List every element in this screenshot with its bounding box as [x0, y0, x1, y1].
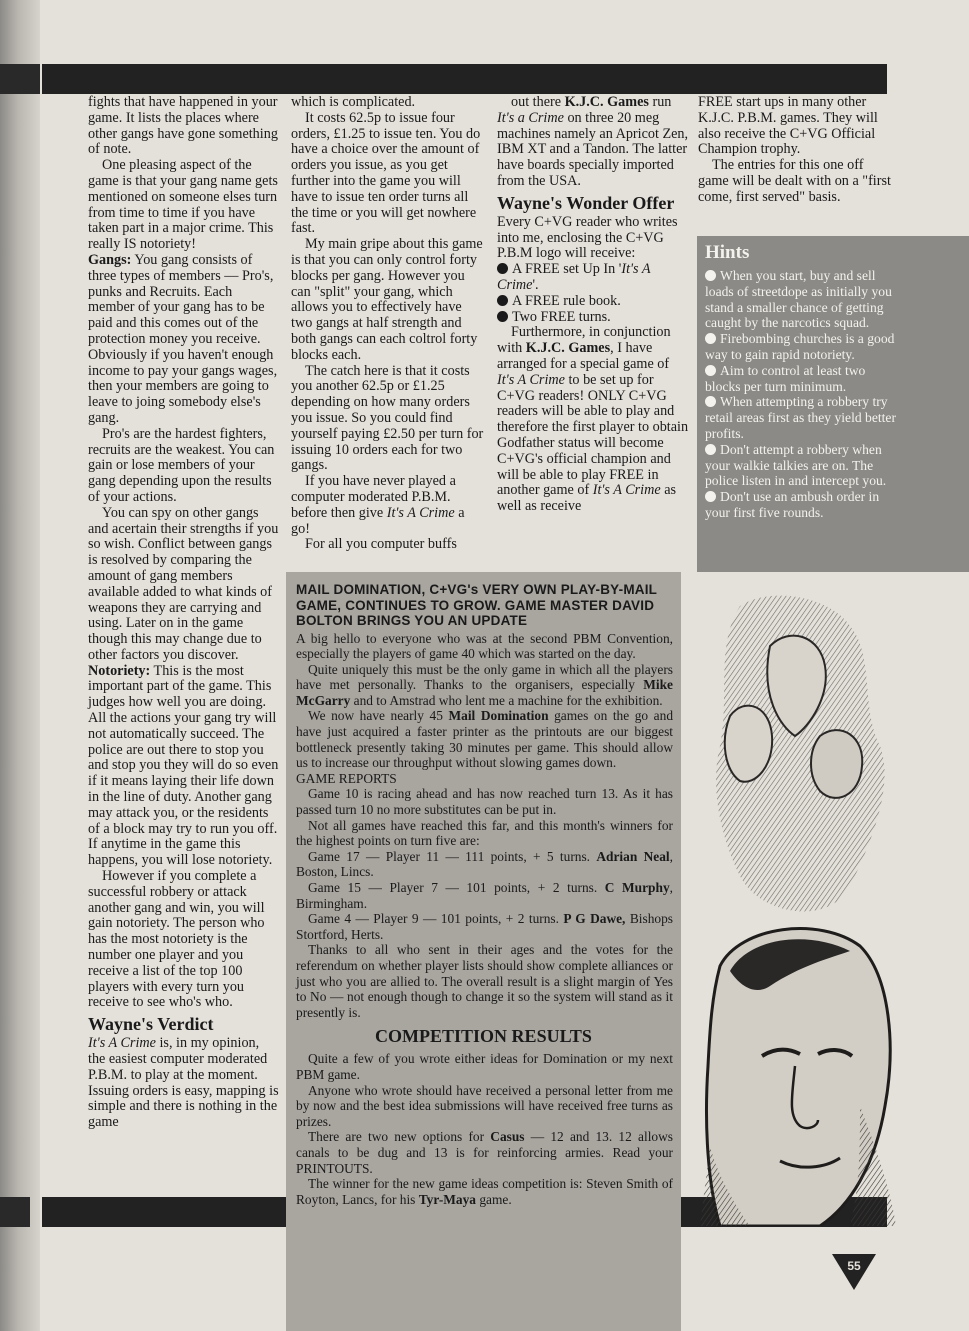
paragraph: A big hello to everyone who was at the second PBM Convention, especially the players of game 40 which was started on the day. [296, 630, 673, 662]
hint-item: Don't attempt a robbery when your walkie talkies are on. The police listen in and intercept you. [705, 441, 887, 489]
paragraph: The entries for this one off game will be dealt with on a "first come, first served" basis. [698, 157, 891, 205]
bullet-icon [705, 333, 716, 344]
hint-item: When attempting a robbery try retail areas first as they yield better profits. [705, 394, 896, 441]
winner-line: Game 15 — Player 7 — 101 points, + 2 turns. C Murphy, Birmingham. [296, 880, 674, 911]
winner-line: Game 4 — Player 9 — 101 points, + 2 turns. P G Dawe, Bishops Stortford, Herts. [296, 911, 673, 942]
paragraph: out there K.J.C. Games run It's a Crime on three 20 meg machines namely an Apricot Zen, IBM XT and a Tandon. The latter have boards specially imported from the USA. [497, 94, 689, 189]
paragraph: Quite a few of you wrote either ideas for Domination or my next PBM game. [296, 1051, 673, 1082]
bullet-icon [497, 295, 508, 306]
notoriety-paragraph: Notoriety: This is the most important part of the game. This judges how well you are doing. All the actions your gang try will not automatically succeed. The police are out there to stop you and stop you they will do so even if it means laying their life down in the line of duty. Another gang may attack you, or the residents of a block may try to run you off. If anytime in the game this happens, you will lose notoriety. [88, 662, 279, 869]
paragraph: Every C+VG reader who writes into me, enclosing the C+VG P.B.M logo will receive: [497, 213, 678, 262]
offer-bullet: A FREE set Up In 'It's A Crime'. [497, 261, 651, 293]
reports-heading: GAME REPORTS [296, 770, 397, 786]
gangs-label: Gangs: [88, 251, 132, 268]
paragraph: Game 10 is racing ahead and has now reached turn 13. As it has passed turn 10 no more substitutes can be put in. [296, 786, 673, 818]
paragraph: Furthermore, in conjunction with K.J.C. Games, I have arranged for a special game of It's A Crime to be set up for C+VG readers! ONLY C+VG readers will be able to play and therefore the first player to obtain Godfather status will become C+VG's official champion and will be able to play FREE in another game of It's A Crime as well as receive [497, 324, 689, 515]
page-number: 55 [847, 1259, 861, 1273]
hints-title: Hints [705, 242, 750, 263]
column-1 [88, 95, 280, 1131]
winner-line: Game 17 — Player 11 — 111 points, + 5 turns. Adrian Neal, Boston, Lincs. [296, 848, 673, 880]
offer-bullet: Two FREE turns. [497, 310, 689, 326]
paragraph: We now have nearly 45 Mail Domination games on the go and have just acquired a faster printer as the printouts are our biggest bottleneck presently taking 30 minutes per game. This should allow us to increase our throughput without slowing games down. [296, 708, 674, 771]
paragraph: Not all games have reached this far, and this month's winners for the highest points on turn five are: [296, 817, 673, 849]
notoriety-label: Notoriety: [88, 662, 151, 679]
spine-mark [0, 64, 40, 94]
column-3 [497, 95, 689, 515]
column-2 [291, 95, 485, 553]
paragraph: You can spy on other gangs and acertain their strengths if you so wish. Conflict between gangs is resolved by comparing the amount of gang members available added to what kinds of weapons they are carrying and using. Later on in the game though this may change due to other factors you discover. [88, 504, 279, 663]
paragraph: Thanks to all who sent in their ages and the votes for the referendum on whether player lists should show complete alliances or just who you are allied to. The overall result is a slight margin of Yes to No — not enough though to change it so the system will stand as it presently is. [296, 942, 673, 1020]
paragraph: fights that have happened in your game. It lists the places where other gangs have gone something of note. [88, 94, 278, 158]
paragraph: FREE start ups in many other K.J.C. P.B.M. games. They will also receive the C+VG Official Champion trophy. [698, 94, 878, 158]
bullet-icon [705, 396, 716, 407]
column-4 [698, 95, 892, 206]
paragraph: However if you complete a successful robbery or attack another gang and win, you will gain notoriety. The person who has the most notoriety is the number one player and you receive a list of the top 100 players with every turn you receive to see who's who. [88, 868, 265, 1011]
spine-mark [0, 1197, 30, 1227]
paragraph: which is complicated. [291, 94, 416, 110]
hint-item: When you start, buy and sell loads of streetdope as initially you stand a smaller chance of getting caught by the narcotics squad. [705, 268, 892, 331]
footer-bar-left [42, 1197, 286, 1227]
paragraph: One pleasing aspect of the game is that your gang name gets mentioned on someone elses turn from time to time if you have taken part in a major crime. This really IS notoriety! [88, 157, 278, 253]
bullet-icon [497, 263, 508, 274]
hint-item: Don't use an ambush order in your first five rounds. [705, 489, 880, 520]
hint-item: Aim to control at least two blocks per turn minimum. [705, 362, 866, 394]
paragraph: Anyone who wrote should have received a personal letter from me by now and the best idea submissions will have received free turns as prizes. [296, 1082, 673, 1129]
paragraph: It costs 62.5p to issue four orders, £1.25 to issue ten. You do have a choice over the amount of orders you issue, as you get further into the game you will have to issue ten order turns all the time or you will get nowhere fast. [291, 109, 481, 237]
paragraph: The winner for the new game ideas competition is: Steven Smith of Royton, Lancs, for his Tyr-Maya game. [296, 1176, 673, 1207]
offer-heading: Wayne's Wonder Offer [497, 192, 675, 213]
paragraph: My main gripe about this game is that you can only control forty blocks per gang. However you can "split" your gang, which allows you to effectively have two gangs at half strength and both gangs can each coltrol forty blocks each. [291, 236, 483, 363]
paragraph: Pro's are the hardest fighters, recruits are the weakest. You can gain or lose members of your gang depending upon the results of your actions. [88, 425, 275, 505]
page-number-badge [830, 1252, 878, 1292]
paragraph: For all you computer buffs [305, 536, 457, 553]
paragraph: Quite uniquely this must be the only game in which all the players have met personally. Thanks to the organisers, especially Mike McGarry and to Amstrad who lent me a machine for the exhibition. [296, 661, 673, 708]
bullet-icon [705, 491, 716, 502]
paragraph: The catch here is that it costs you another 62.5p or £1.25 depending on how many orders you issue. So you could find yourself paying £2.50 per turn for issuing 10 orders each for two gangs. [291, 362, 484, 474]
panel-headline: MAIL DOMINATION, C+VG's VERY OWN PLAY-BY-MAIL GAME, CONTINUES TO GROW. GAME MASTER DAVID BOLTON BRINGS YOU AN UPDATE [296, 582, 657, 628]
page-spine [0, 0, 40, 1331]
hints-box [697, 236, 969, 572]
bullet-icon [497, 311, 508, 322]
verdict-heading: Wayne's Verdict [88, 1014, 214, 1035]
verdict-paragraph: It's A Crime is, in my opinion, the easiest computer moderated P.B.M. to play at the moment. Issuing orders is easy, mapping is simple and there is nothing in the game [88, 1035, 279, 1131]
bullet-icon [705, 270, 716, 281]
offer-bullet: A FREE rule book. [497, 294, 689, 310]
competition-heading: COMPETITION RESULTS [375, 1026, 592, 1047]
gangs-paragraph: Gangs: You gang consists of three types of members — Pro's, punks and Recruits. Each member of your gang has to be paid and this comes out of the protection money you receive. Obviously if you haven't enough income to pay your gangs wages, then your members are going to leave to joing somebody else's gang. [88, 251, 278, 426]
bullet-icon [705, 365, 716, 376]
gangster-illustration [700, 586, 896, 1226]
header-bar [42, 64, 887, 94]
bullet-icon [705, 444, 716, 455]
hint-item: Firebombing churches is a good way to gain rapid notoriety. [705, 331, 895, 362]
mail-domination-panel [286, 572, 681, 1331]
paragraph: There are two new options for Casus — 12 and 13. 12 allows canals to be dug and 13 is for reinforcing armies. Read your PRINTOUTS. [296, 1129, 673, 1176]
paragraph: If you have never played a computer moderated P.B.M. before then give It's A Crime a go! [291, 473, 465, 537]
